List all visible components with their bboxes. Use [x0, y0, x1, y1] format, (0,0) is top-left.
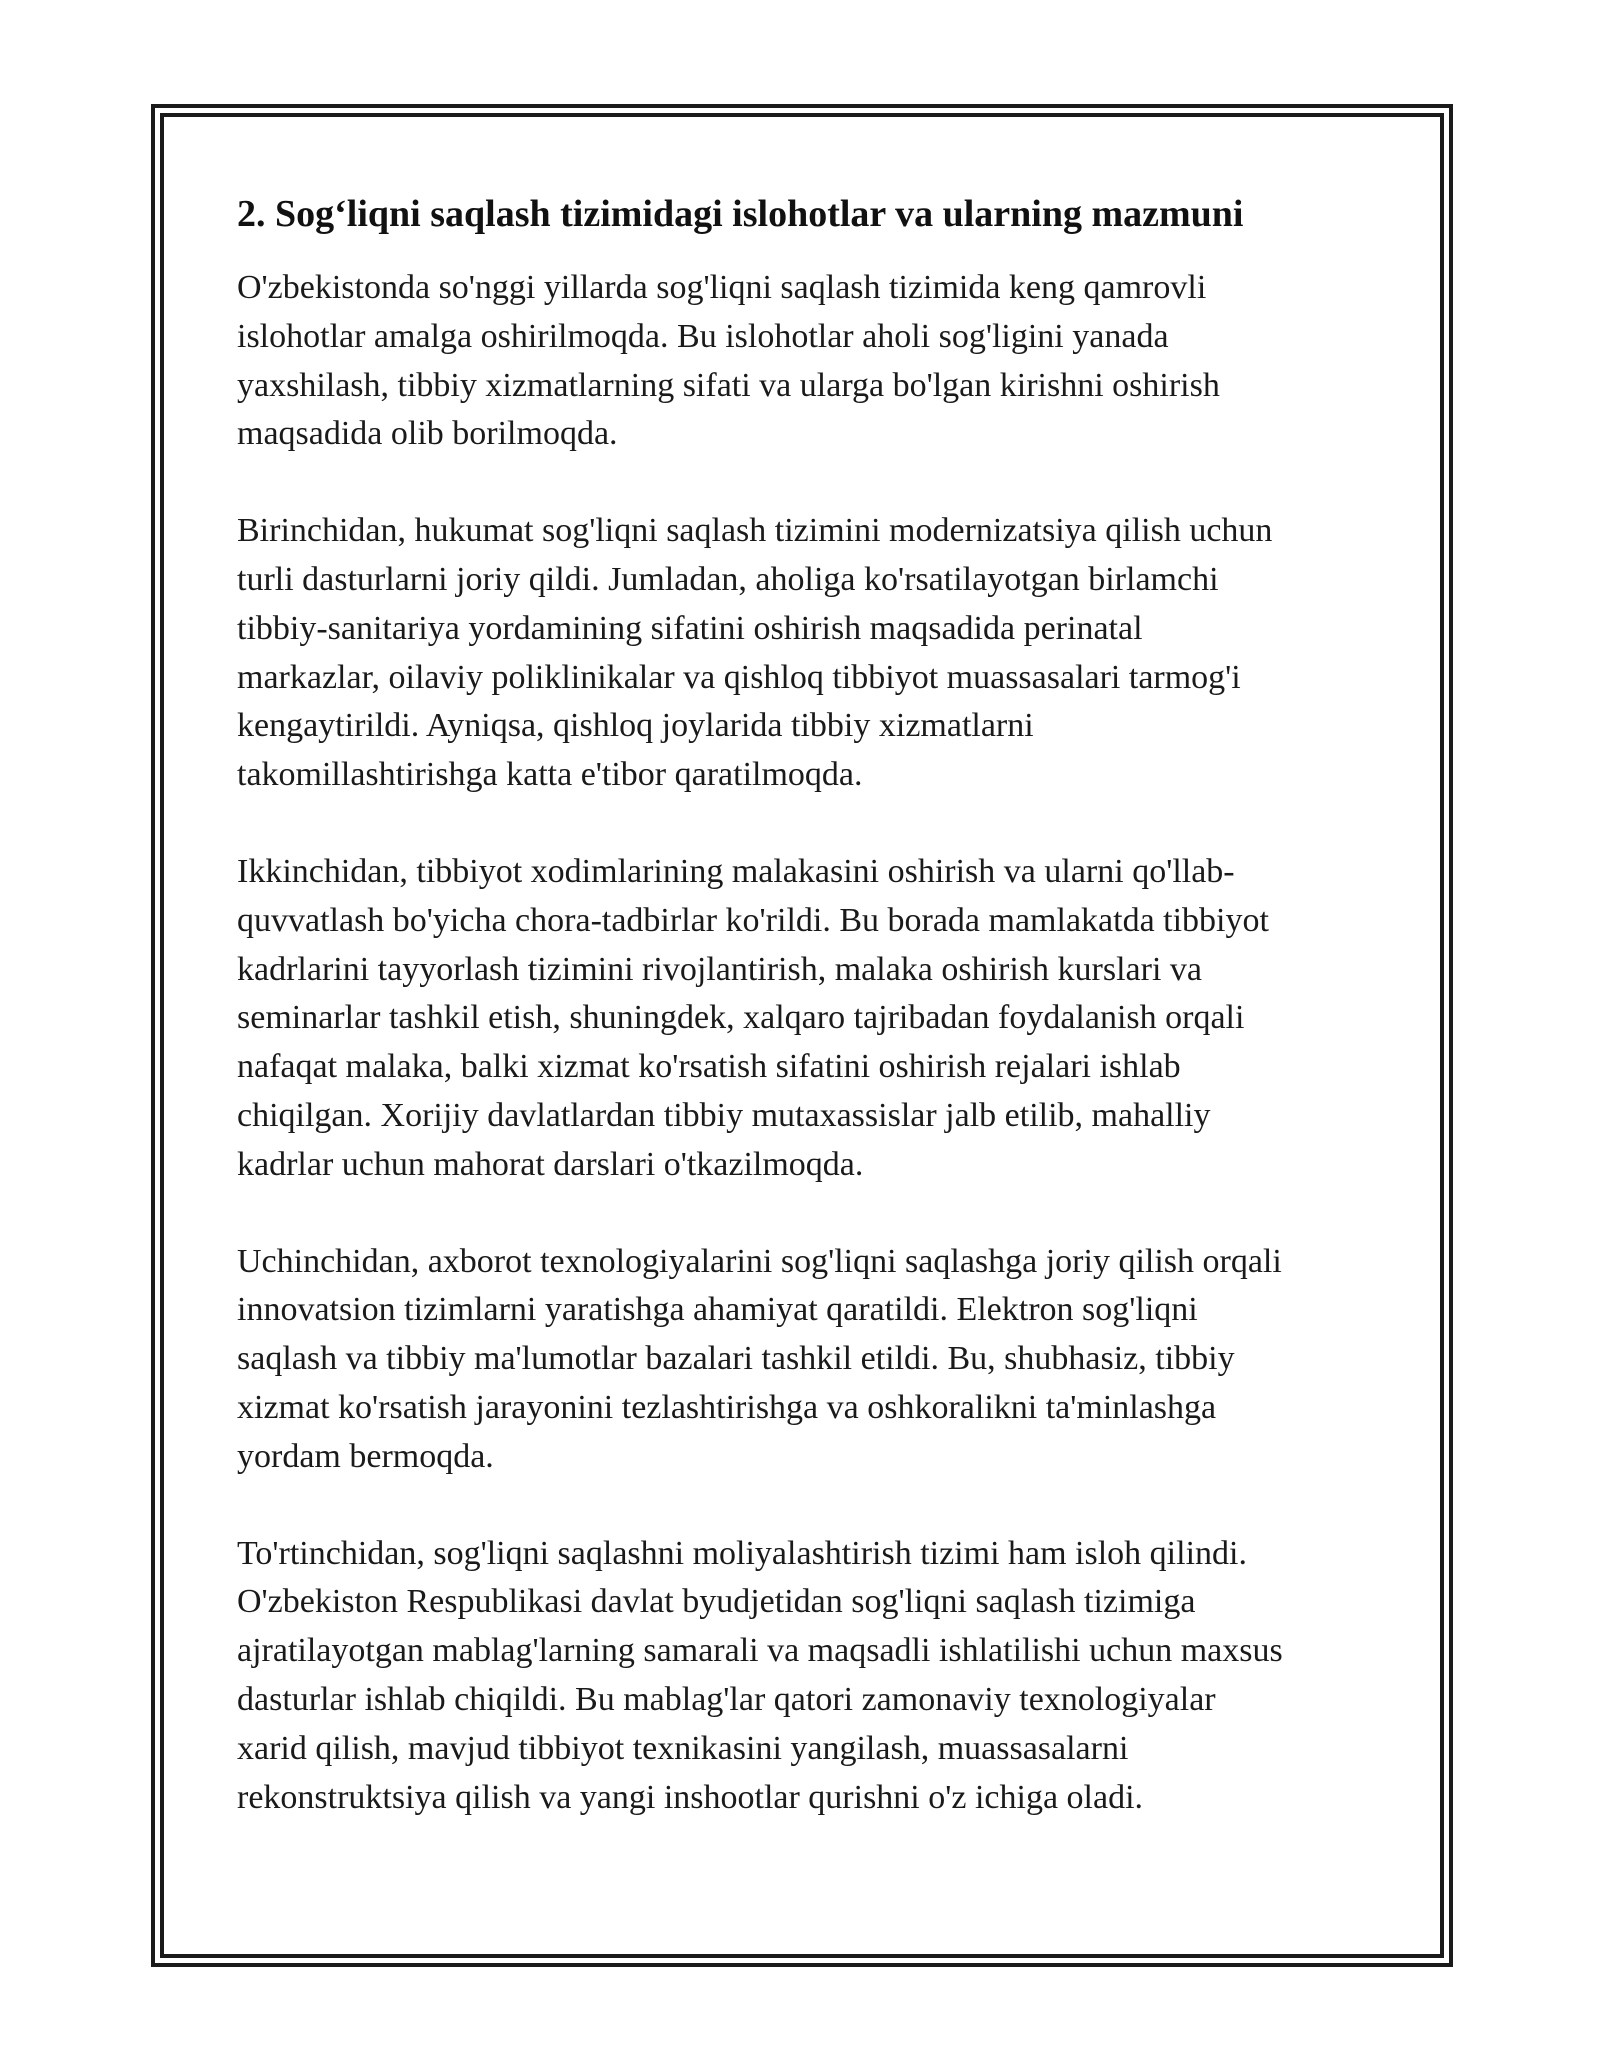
paragraph-line: yordam bermoqda.	[237, 1437, 494, 1475]
paragraph-line: ajratilayotgan mablag'larning samarali va maqsadli ishlatilishi uchun maxsus	[237, 1632, 1283, 1670]
paragraph-line: O'zbekistonda so'nggi yillarda sog'liqni saqlash tizimida keng qamrovli	[237, 269, 1207, 306]
document-body	[237, 186, 1377, 1870]
paragraph-line: dasturlar ishlab chiqildi. Bu mablag'lar qatori zamonaviy texnologiyalar	[237, 1680, 1216, 1718]
paragraph-line: saqlash va tibbiy ma'lumotlar bazalari tashkil etildi. Bu, shubhasiz, tibbiy	[237, 1340, 1235, 1378]
paragraph-line: rekonstruktsiya qilish va yangi inshootlar qurishni o'z ichiga oladi.	[237, 1778, 1144, 1816]
body-paragraph	[237, 1530, 1377, 1823]
paragraph-line: yaxshilash, tibbiy xizmatlarning sifati va ularga bo'lgan kirishni oshirish	[237, 366, 1220, 404]
paragraph-line: seminarlar tashkil etish, shuningdek, xalqaro tajribadan foydalanish orqali	[237, 999, 1245, 1037]
paragraph-line: To'rtinchidan, sog'liqni saqlashni moliyalashtirish tizimi ham isloh qilindi.	[237, 1534, 1247, 1572]
body-paragraph	[237, 507, 1377, 800]
paragraph-line: O'zbekiston Respublikasi davlat byudjetidan sog'liqni saqlash tizimiga	[237, 1583, 1196, 1621]
paragraph-line: islohotlar amalga oshirilmoqda. Bu islohotlar aholi sog'ligini yanada	[237, 317, 1169, 355]
body-paragraph	[237, 848, 1377, 1190]
paragraph-line: quvvatlash bo'yicha chora-tadbirlar ko'rildi. Bu borada mamlakatda tibbiyot	[237, 901, 1269, 939]
paragraph-line: kengaytirildi. Ayniqsa, qishloq joylarida tibbiy xizmatlarni	[237, 707, 1034, 745]
paragraph-line: innovatsion tizimlarni yaratishga ahamiyat qaratildi. Elektron sog'liqni	[237, 1291, 1198, 1329]
paragraph-line: Birinchidan, hukumat sog'liqni saqlash tizimini modernizatsiya qilish uchun	[237, 512, 1273, 550]
section-heading: 2. Sog‘liqni saqlash tizimidagi islohotlar va ularning mazmuni	[237, 193, 1244, 235]
paragraph-line: takomillashtirishga katta e'tibor qaratilmoqda.	[237, 756, 863, 794]
paragraph-line: chiqilgan. Xorijiy davlatlardan tibbiy mutaxassislar jalb etilib, mahalliy	[237, 1096, 1211, 1134]
paragraph-line: kadrlar uchun mahorat darslari o'tkazilmoqda.	[237, 1145, 864, 1183]
paragraph-line: Uchinchidan, axborot texnologiyalarini sog'liqni saqlashga joriy qilish orqali	[237, 1242, 1282, 1280]
body-paragraph	[237, 264, 1377, 459]
paragraph-line: markazlar, oilaviy poliklinikalar va qishloq tibbiyot muassasalari tarmog'i	[237, 658, 1241, 696]
paragraph-line: turli dasturlarni joriy qildi. Jumladan, aholiga ko'rsatilayotgan birlamchi	[237, 560, 1219, 598]
paragraph-line: kadrlarini tayyorlash tizimini rivojlantirish, malaka oshirish kurslari va	[237, 950, 1202, 988]
body-paragraph	[237, 1238, 1377, 1482]
paragraph-line: maqsadida olib borilmoqda.	[237, 415, 618, 453]
paragraph-line: Ikkinchidan, tibbiyot xodimlarining malakasini oshirish va ularni qo'llab-	[237, 852, 1235, 890]
paragraph-list	[237, 264, 1377, 1822]
paragraph-line: xizmat ko'rsatish jarayonini tezlashtirishga va oshkoralikni ta'minlashga	[237, 1388, 1217, 1426]
paragraph-line: xarid qilish, mavjud tibbiyot texnikasini yangilash, muassasalarni	[237, 1729, 1129, 1767]
paragraph-line: tibbiy-sanitariya yordamining sifatini oshirish maqsadida perinatal	[237, 609, 1143, 647]
paragraph-line: nafaqat malaka, balki xizmat ko'rsatish sifatini oshirish rejalari ishlab	[237, 1048, 1181, 1086]
